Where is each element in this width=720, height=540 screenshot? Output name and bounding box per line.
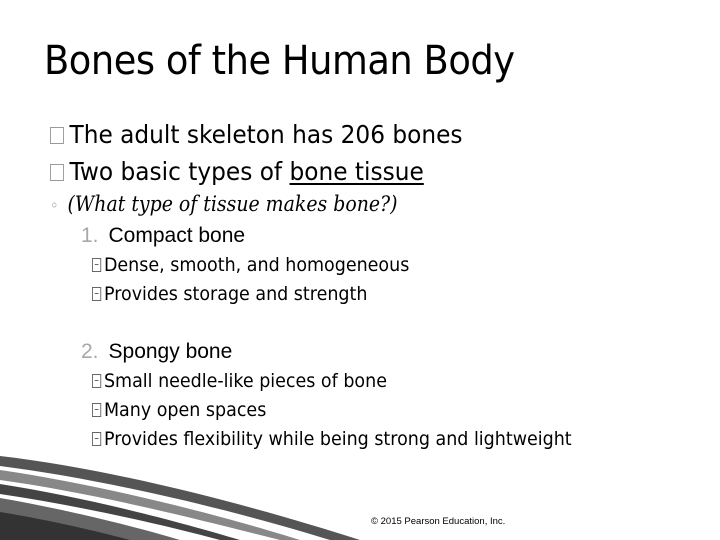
missing-glyph-bullet-icon [92, 374, 101, 388]
missing-glyph-bullet-icon [92, 258, 101, 272]
detail-item [92, 399, 266, 421]
circle-bullet-icon: ◦ [50, 196, 59, 215]
bone-tissue-term: bone tissue [289, 157, 424, 186]
detail-item [92, 428, 572, 450]
detail-item [92, 254, 409, 276]
missing-glyph-bullet-icon [92, 403, 101, 417]
copyright-footer: © 2015 Pearson Education, Inc. [371, 516, 506, 527]
bullet-box-icon [50, 164, 64, 181]
detail-text: Dense, smooth, and homogeneous [103, 254, 410, 276]
detail-item [92, 370, 387, 392]
missing-glyph-bullet-icon [92, 432, 101, 446]
sub-bullet-question [50, 192, 398, 216]
type-number: 2. [81, 340, 99, 363]
missing-glyph-bullet-icon [92, 287, 101, 301]
detail-text: Small needle-like pieces of bone [103, 370, 387, 392]
bullet-text: The adult skeleton has 206 bones [69, 120, 463, 149]
detail-text: Provides storage and strength [103, 283, 368, 305]
bullet-box-icon [50, 127, 64, 144]
type-number: 1. [81, 224, 99, 247]
type-label: Compact bone [108, 224, 246, 247]
detail-item [92, 283, 367, 305]
detail-text: Provides flexibility while being strong and lightweight [103, 428, 572, 450]
detail-text: Many open spaces [103, 399, 267, 421]
sub-bullet-text: (What type of tissue makes bone?) [67, 192, 398, 216]
bullet-skeleton-count [50, 120, 463, 149]
type-label: Spongy bone [108, 340, 233, 363]
type-heading-spongy [81, 340, 232, 364]
bullet-text: Two basic types of [69, 157, 290, 186]
bullet-bone-tissue [50, 157, 424, 186]
type-heading-compact [81, 224, 245, 248]
slide-title: Bones of the Human Body [44, 38, 515, 84]
